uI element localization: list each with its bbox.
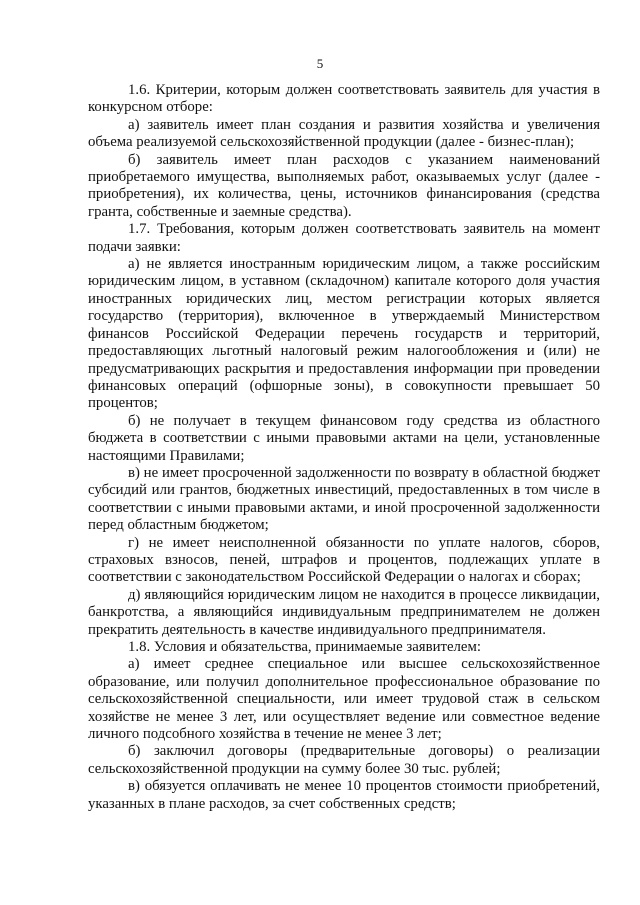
paragraph-1-7: 1.7. Требования, которым должен соответствовать заявитель на момент подачи заявки: xyxy=(88,221,600,255)
paragraph-1-8-a: а) имеет среднее специальное или высшее сельскохозяйственное образование, или получил дополнительное профессиональное образование по сельскохозяйственной специальности, или имеет трудовой стаж в сельском хозяйстве не менее 3 лет, или осуществляет ведение или совместное ведение личного подсобного хозяйства в течение не менее 3 лет; xyxy=(88,656,600,743)
paragraph-1-6-a: а) заявитель имеет план создания и развития хозяйства и увеличения объема реализуемой сельскохозяйственной продукции (далее - бизнес-план); xyxy=(88,116,600,151)
paragraph-1-6: 1.6. Критерии, которым должен соответствовать заявитель для участия в конкурсном отборе: xyxy=(88,82,600,116)
page-number: 5 xyxy=(316,56,324,71)
paragraph-1-7-v: в) не имеет просроченной задолженности по возврату в областной бюджет субсидий или грантов, бюджетных инвестиций, предоставленных в том числе в соответствии с иными правовыми актами, и иной просроченной задолженности перед областным бюджетом; xyxy=(88,464,600,534)
paragraph-1-8-b: б) заключил договоры (предварительные договоры) о реализации сельскохозяйственной продукции на сумму более 30 тыс. рублей; xyxy=(88,743,600,777)
paragraph-1-7-b: б) не получает в текущем финансовом году средства из областного бюджета в соответствии с иными правовыми актами на цели, установленные настоящими Правилами; xyxy=(88,412,600,464)
document-body xyxy=(88,82,600,813)
paragraph-1-7-a: а) не является иностранным юридическим лицом, а также российским юридическим лицом, в уставном (складочном) капитале которого доля участия иностранных юридических лиц, местом регистрации которых является государство (территория), включенное в утверждаемый Министерством финансов Российской Федерации перечень государств и территорий, предоставляющих льготный налоговый режим налогообложения и (или) не предусматривающих раскрытия и предоставления информации при проведении финансовых операций (офшорные зоны), в совокупности превышает 50 процентов; xyxy=(88,256,600,412)
paragraph-1-8: 1.8. Условия и обязательства, принимаемые заявителем: xyxy=(128,639,481,655)
paragraph-1-7-d: д) являющийся юридическим лицом не находится в процессе ликвидации, банкротства, а являющийся индивидуальным предпринимателем не должен прекратить деятельность в качестве индивидуального предпринимателя. xyxy=(88,586,600,638)
paragraph-1-8-v: в) обязуется оплачивать не менее 10 процентов стоимости приобретений, указанных в плане расходов, за счет собственных средств; xyxy=(88,778,600,812)
paragraph-1-7-g: г) не имеет неисполненной обязанности по уплате налогов, сборов, страховых взносов, пеней, штрафов и процентов, подлежащих уплате в соответствии с законодательством Российской Федерации о налогах и сборах; xyxy=(88,534,600,586)
paragraph-1-6-b: б) заявитель имеет план расходов с указанием наименований приобретаемого имущества, выполняемых работ, оказываемых услуг (далее - приобретения), их количества, цены, источников финансирования (средства гранта, собственные и заемные средства). xyxy=(88,151,600,220)
